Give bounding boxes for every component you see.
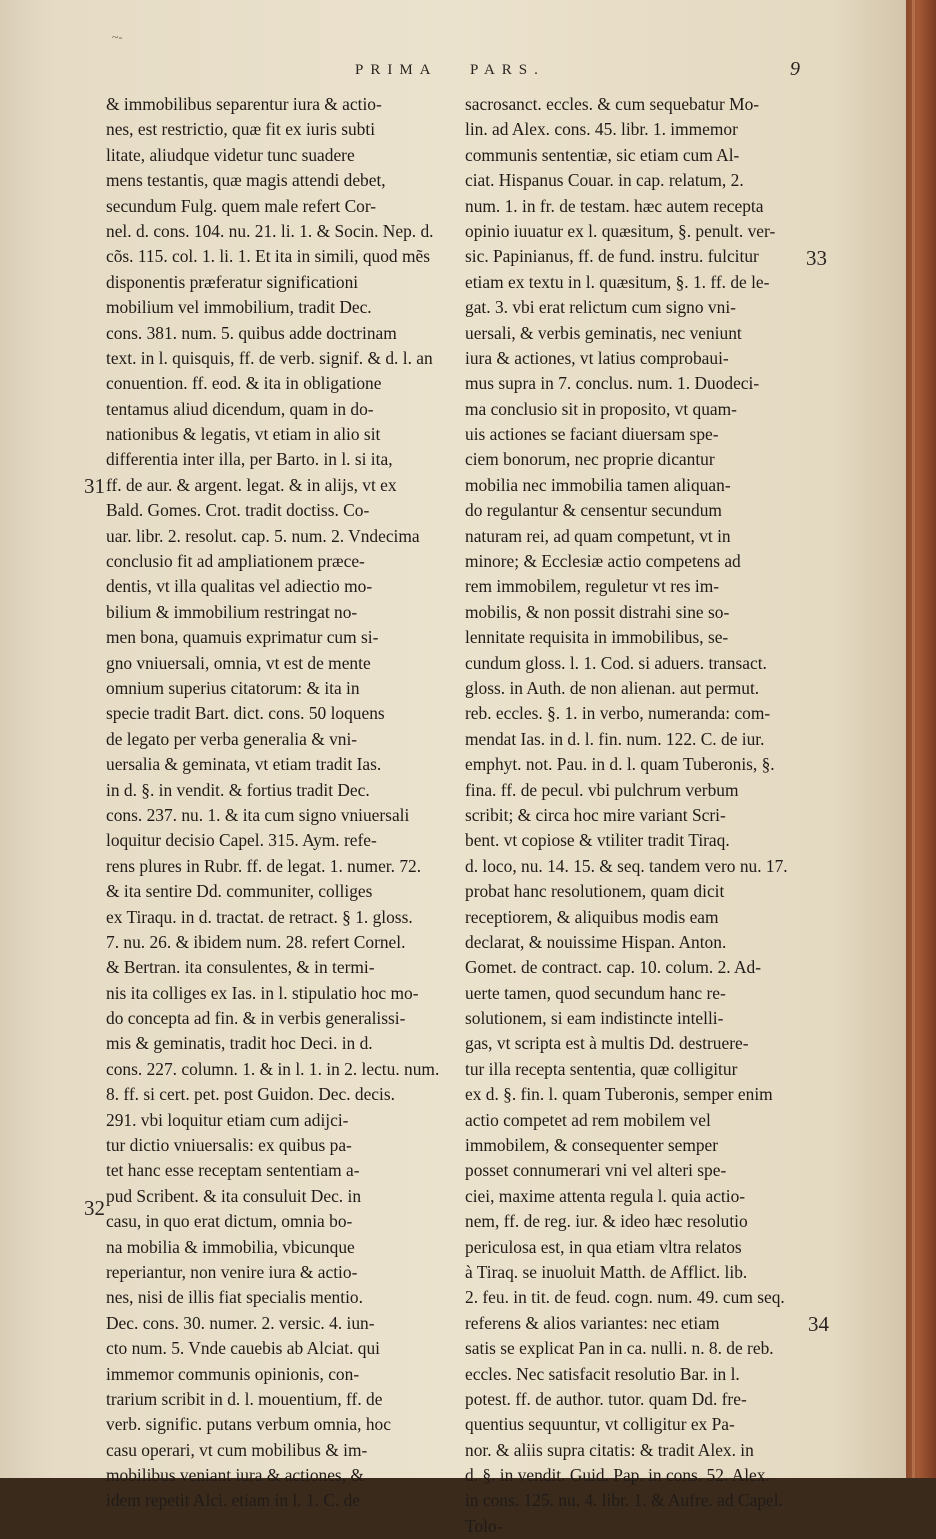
text-line: cõs. 115. col. 1. li. 1. Et ita in simili, quod mẽs <box>106 246 430 267</box>
text-line: cons. 381. num. 5. quibus adde doctrinam <box>106 322 397 343</box>
text-line: fina. ff. de pecul. vbi pulchrum verbum <box>465 779 739 800</box>
margin-number: 31 <box>84 474 105 498</box>
text-line: d. §. in vendit. Guid. Pap. in cons. 52. Alex. <box>465 1465 770 1486</box>
text-line: ciei, maxime attenta regula l. quia actio- <box>465 1185 746 1206</box>
text-line: secundum Fulg. quem male refert Cor- <box>106 195 377 216</box>
text-line: referens & alios variantes: nec etiam <box>465 1312 720 1333</box>
text-line: gas, vt scripta est à multis Dd. destruere- <box>465 1033 749 1054</box>
text-line: do concepta ad fin. & in verbis generalissi- <box>106 1008 406 1029</box>
text-line: text. in l. quisquis, ff. de verb. signif. & d. l. an <box>106 347 433 368</box>
text-line: mobilium vel immobilium, tradit Dec. <box>106 297 372 318</box>
margin-number: 34 <box>808 1312 829 1336</box>
text-line: uersali, & verbis geminatis, nec veniunt <box>465 322 742 343</box>
text-line: idem repetit Alci. etiam in l. 1. C. de <box>106 1490 361 1511</box>
text-line: potest. ff. de author. tutor. quam Dd. fre- <box>465 1388 747 1409</box>
text-line: cons. 227. column. 1. & in l. 1. in 2. lectu. num. <box>106 1058 440 1079</box>
text-line: num. 1. in fr. de testam. hæc autem recepta <box>465 195 764 216</box>
text-line: mobilia nec immobilia tamen aliquan- <box>465 474 731 495</box>
text-line: 8. ff. si cert. pet. post Guidon. Dec. decis. <box>106 1084 395 1105</box>
text-line: 291. vbi loquitur etiam cum adijci- <box>106 1109 349 1130</box>
text-line: solutionem, si eam indistincte intelli- <box>465 1008 724 1029</box>
running-head-right: PARS. <box>470 62 545 78</box>
text-line: dentis, vt illa qualitas vel adiectio mo- <box>106 576 373 597</box>
left-column <box>106 92 452 1514</box>
text-line: pud Scribent. & ita consuluit Dec. in <box>106 1185 362 1206</box>
text-line: mobilis, & non possit distrahi sine so- <box>465 601 730 622</box>
text-line: iura & actiones, vt latius comprobaui- <box>465 347 729 368</box>
text-line: 2. feu. in tit. de feud. cogn. num. 49. cum seq. <box>465 1287 785 1308</box>
text-line: litate, aliudque videtur tunc suadere <box>106 144 355 165</box>
text-line: gloss. in Auth. de non alienan. aut permut. <box>465 677 760 698</box>
text-line: nis ita colliges ex Ias. in l. stipulatio hoc mo- <box>106 982 419 1003</box>
text-line: opinio iuuatur ex l. quæsitum, §. penult. ver- <box>465 220 776 241</box>
text-line: communis sententiæ, sic etiam cum Al- <box>465 144 740 165</box>
text-line: bent. vt copiose & vtiliter tradit Tiraq. <box>465 830 730 851</box>
text-line: mendat Ias. in d. l. fin. num. 122. C. de iur. <box>465 728 765 749</box>
text-line: emphyt. not. Pau. in d. l. quam Tuberonis, §. <box>465 754 775 775</box>
top-mark: ~- <box>112 30 123 44</box>
text-line: actio competet ad rem mobilem vel <box>465 1109 711 1130</box>
text-line: tentamus aliud dicendum, quam in do- <box>106 398 374 419</box>
text-line: Dec. cons. 30. numer. 2. versic. 4. iun- <box>106 1312 375 1333</box>
text-line: mobilibus veniant iura & actiones, & <box>106 1465 364 1486</box>
text-line: Gomet. de contract. cap. 10. colum. 2. Ad- <box>465 957 762 978</box>
text-line: do regulantur & censentur secundum <box>465 500 722 521</box>
text-line: 7. nu. 26. & ibidem num. 28. refert Cornel. <box>106 931 406 952</box>
text-line: Bald. Gomes. Crot. tradit doctiss. Co- <box>106 500 370 521</box>
text-line: quentius sequuntur, vt colligitur ex Pa- <box>465 1414 735 1435</box>
text-line: immemor communis opinionis, con- <box>106 1363 360 1384</box>
text-line: uis actiones se faciant diuersam spe- <box>465 424 719 445</box>
running-head <box>0 58 906 86</box>
text-line: in cons. 125. nu. 4. libr. 1. & Aufre. ad Capel. <box>465 1490 783 1511</box>
text-line: de legato per verba generalia & vni- <box>106 728 358 749</box>
page-number: 9 <box>790 58 800 80</box>
margin-number: 33 <box>806 246 827 270</box>
text-line: naturam rei, ad quam competunt, vt in <box>465 525 731 546</box>
text-line: verb. signific. putans verbum omnia, hoc <box>106 1414 391 1435</box>
text-line: gno vniuersali, omnia, vt est de mente <box>106 652 371 673</box>
text-line: nel. d. cons. 104. nu. 21. li. 1. & Socin. Nep. d. <box>106 220 434 241</box>
text-line: posset connumerari vni vel alteri spe- <box>465 1160 727 1181</box>
text-line: cons. 237. nu. 1. & ita cum signo vniuersali <box>106 804 410 825</box>
text-line: men bona, quamuis exprimatur cum si- <box>106 627 379 648</box>
text-line: bilium & immobilium restringat no- <box>106 601 358 622</box>
text-line: loquitur decisio Capel. 315. Aym. refe- <box>106 830 377 851</box>
text-line: uerte tamen, quod secundum hanc re- <box>465 982 726 1003</box>
text-line: ex Tiraqu. in d. tractat. de retract. § 1. gloss. <box>106 906 413 927</box>
text-line: scribit; & circa hoc mire variant Scri- <box>465 804 726 825</box>
text-line: cundum gloss. l. 1. Cod. si aduers. transact. <box>465 652 767 673</box>
text-line: gat. 3. vbi erat relictum cum signo vni- <box>465 297 736 318</box>
text-line: declarat, & nouissime Hispan. Anton. <box>465 931 727 952</box>
text-line: immobilem, & consequenter semper <box>465 1135 719 1156</box>
text-line: à Tiraq. se inuoluit Matth. de Afflict. lib. <box>465 1261 748 1282</box>
text-line: tet hanc esse receptam sententiam a- <box>106 1160 360 1181</box>
text-line: lin. ad Alex. cons. 45. libr. 1. immemor <box>465 119 738 140</box>
text-line: in d. §. in vendit. & fortius tradit Dec. <box>106 779 370 800</box>
text-line: ma conclusio sit in proposito, vt quam- <box>465 398 737 419</box>
text-line: reb. eccles. §. 1. in verbo, numeranda: com- <box>465 703 771 724</box>
text-line: periculosa est, in qua etiam vltra relatos <box>465 1236 742 1257</box>
text-line: casu operari, vt cum mobilibus & im- <box>106 1439 368 1460</box>
text-line: rens plures in Rubr. ff. de legat. 1. numer. 72. <box>106 855 422 876</box>
text-line: conuention. ff. eod. & ita in obligatione <box>106 373 382 394</box>
text-line: mus supra in 7. conclus. num. 1. Duodeci- <box>465 373 760 394</box>
text-line: receptiorem, & aliquibus modis eam <box>465 906 719 927</box>
text-line: specie tradit Bart. dict. cons. 50 loquens <box>106 703 385 724</box>
text-line: cto num. 5. Vnde cauebis ab Alciat. qui <box>106 1338 381 1359</box>
text-line: nes, est restrictio, quæ fit ex iuris subti <box>106 119 376 140</box>
text-line: ciat. Hispanus Couar. in cap. relatum, 2. <box>465 170 744 191</box>
text-line: disponentis præferatur significationi <box>106 271 359 292</box>
text-line: rem immobilem, reguletur vt res im- <box>465 576 720 597</box>
running-head-left: PRIMA <box>355 62 438 78</box>
text-line: & ita sentire Dd. communiter, colliges <box>106 881 373 902</box>
text-line: etiam ex textu in l. quæsitum, §. 1. ff. de le- <box>465 271 770 292</box>
text-line: mis & geminatis, tradit hoc Deci. in d. <box>106 1033 373 1054</box>
text-line: differentia inter illa, per Barto. in l. si ita, <box>106 449 393 470</box>
text-line: nem, ff. de reg. iur. & ideo hæc resolutio <box>465 1211 748 1232</box>
text-line: minore; & Ecclesiæ actio competens ad <box>465 551 741 572</box>
text-line: trarium scribit in d. l. mouentium, ff. de <box>106 1388 383 1409</box>
text-line: casu, in quo erat dictum, omnia bo- <box>106 1211 353 1232</box>
book-edge <box>906 0 936 1478</box>
text-line: & immobilibus separentur iura & actio- <box>106 94 382 114</box>
text-line: nor. & aliis supra citatis: & tradit Alex. in <box>465 1439 754 1460</box>
text-line: ciem bonorum, nec proprie dicantur <box>465 449 715 470</box>
text-line: satis se explicat Pan in ca. nulli. n. 8. de reb. <box>465 1338 774 1359</box>
text-line: ff. de aur. & argent. legat. & in alijs, vt ex <box>106 474 397 495</box>
text-line: omnium superius citatorum: & ita in <box>106 677 360 698</box>
text-line: conclusio fit ad ampliationem præce- <box>106 551 365 572</box>
text-line: sic. Papinianus, ff. de fund. instru. fulcitur <box>465 246 759 267</box>
text-line: & Bertran. ita consulentes, & in termi- <box>106 957 375 978</box>
text-line: probat hanc resolutionem, quam dicit <box>465 881 725 902</box>
right-column <box>465 92 809 1539</box>
text-line: Tolo- <box>465 1515 503 1536</box>
text-line: uar. libr. 2. resolut. cap. 5. num. 2. Vndecima <box>106 525 420 546</box>
text-line: eccles. Nec satisfacit resolutio Bar. in l. <box>465 1363 740 1384</box>
text-line: d. loco, nu. 14. 15. & seq. tandem vero nu. 17. <box>465 855 788 876</box>
margin-number: 32 <box>84 1196 105 1220</box>
text-line: mens testantis, quæ magis attendi debet, <box>106 170 386 191</box>
text-line: reperiantur, non venire iura & actio- <box>106 1261 358 1282</box>
text-line: lennitate requisita in immobilibus, se- <box>465 627 729 648</box>
text-line: sacrosanct. eccles. & cum sequebatur Mo- <box>465 94 760 114</box>
text-line: na mobilia & immobilia, vbicunque <box>106 1236 355 1257</box>
text-line: uersalia & geminata, vt etiam tradit Ias. <box>106 754 382 775</box>
text-line: tur illa recepta sententia, quæ colligitur <box>465 1058 738 1079</box>
text-line: nes, nisi de illis fiat specialis mentio. <box>106 1287 363 1308</box>
text-line: ex d. §. fin. l. quam Tuberonis, semper enim <box>465 1084 773 1105</box>
text-line: nationibus & legatis, vt etiam in alio sit <box>106 424 381 445</box>
text-line: tur dictio vniuersalis: ex quibus pa- <box>106 1135 352 1156</box>
